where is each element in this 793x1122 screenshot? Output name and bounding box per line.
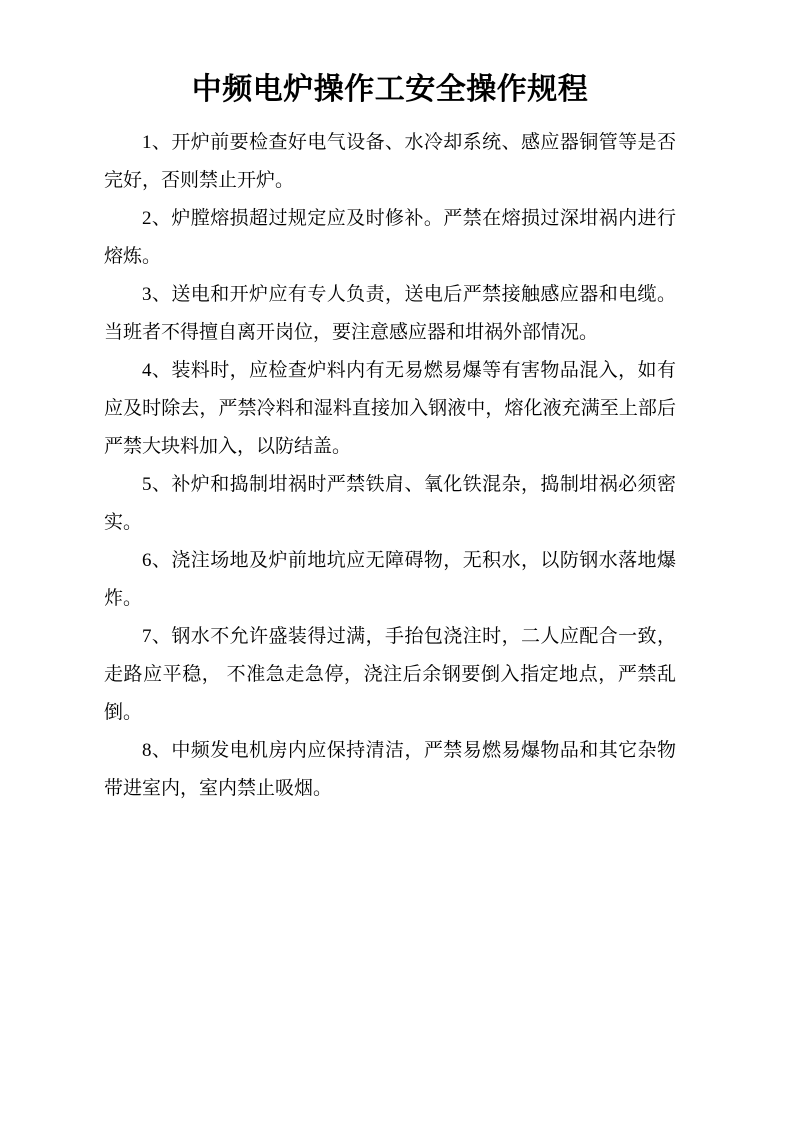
paragraph-1: 1、开炉前要检查好电气设备、水冷却系统、感应器铜管等是否完好，否则禁止开炉。 — [104, 132, 676, 191]
paragraph-7: 7、钢水不允许盛装得过满，手抬包浇注时，二人应配合一致，走路应平稳， 不准急走急停，浇注后余钢要倒入指定地点，严禁乱倒。 — [104, 626, 676, 723]
page-title: 中频电炉操作工安全操作规程 — [191, 73, 589, 106]
paragraph-4: 4、装料时，应检查炉料内有无易燃易爆等有害物品混入，如有应及时除去，严禁冷料和湿料直接加入钢液中，熔化液充满至上部后严禁大块料加入，以防结盖。 — [104, 360, 676, 457]
document-body — [104, 124, 676, 808]
paragraph-5: 5、补炉和捣制坩祸时严禁铁肩、氧化铁混杂，捣制坩祸必须密实。 — [104, 474, 676, 533]
paragraph-2: 2、炉膛熔损超过规定应及时修补。严禁在熔损过深坩祸内进行熔炼。 — [104, 208, 676, 267]
paragraph-3: 3、送电和开炉应有专人负责，送电后严禁接触感应器和电缆。当班者不得擅自离开岗位，要注意感应器和坩祸外部情况。 — [104, 284, 676, 343]
paragraph-6: 6、浇注场地及炉前地坑应无障碍物，无积水，以防钢水落地爆炸。 — [104, 550, 676, 609]
paragraph-8: 8、中频发电机房内应保持清洁，严禁易燃易爆物品和其它杂物带进室内，室内禁止吸烟。 — [104, 740, 676, 799]
